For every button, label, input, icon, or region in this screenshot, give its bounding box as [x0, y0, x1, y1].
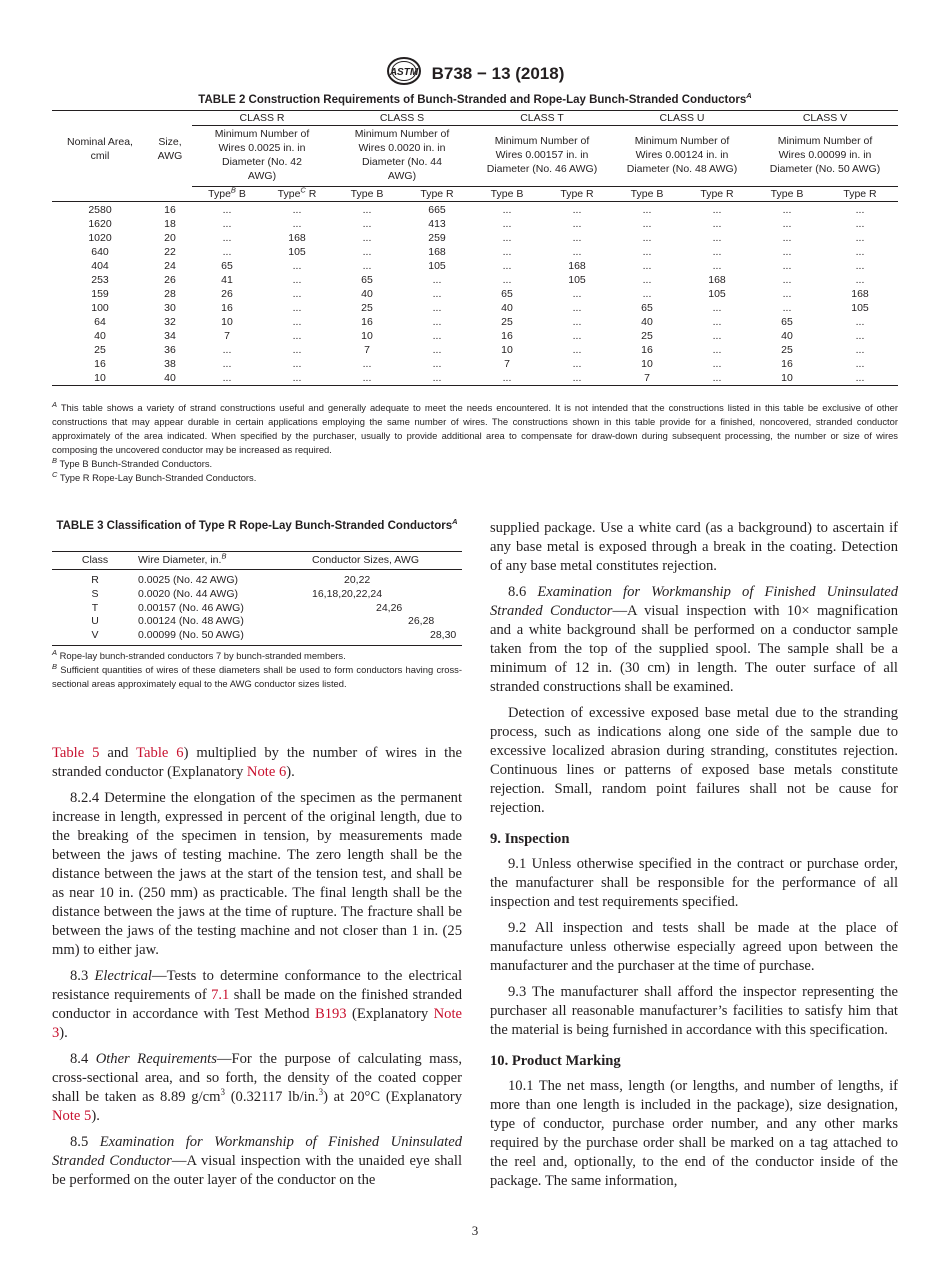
table-row	[52, 315, 898, 329]
cell-wire-count: ...	[855, 218, 865, 230]
cell-wire-count: 65	[641, 302, 653, 314]
left-column	[52, 744, 462, 1197]
cell-size: 28	[164, 288, 176, 300]
cell-wire-count: ...	[572, 330, 582, 342]
cell-wire-count: ...	[362, 204, 372, 216]
cell-wire-count: ...	[782, 260, 792, 272]
cell-wire-count: 16	[501, 330, 513, 342]
cell-wire-count: ...	[402, 371, 472, 386]
cell-wire-count: 7	[364, 344, 370, 356]
cell-wire-count: ...	[855, 274, 865, 286]
cell-wire-count: ...	[292, 218, 302, 230]
cell-wire-count: ...	[572, 204, 582, 216]
cell-wire-count: 65	[781, 316, 793, 328]
standard-designation: B738 − 13 (2018)	[431, 63, 565, 83]
cell-wire-count: ...	[432, 274, 442, 286]
cell-wire-count: 41	[221, 274, 233, 286]
cell-wire-count: ...	[642, 232, 652, 244]
cell-wire-count: ...	[222, 246, 232, 258]
cell-nominal-area: 64	[94, 316, 106, 328]
footnote: $^B$ Type B Bunch-Stranded Conductors.	[52, 455, 213, 469]
cell-wire-count: ...	[292, 358, 302, 370]
cell-wire-count: ...	[712, 232, 722, 244]
table-row: S 0.0020 (No. 44 AWG) 16,18,20,22,24	[91, 587, 383, 600]
table-row	[52, 202, 898, 218]
col-size-awg: Size, AWG	[148, 111, 192, 187]
paragraph: supplied package. Use a white card (as a background) to ascertain if any base metal is exposed through a break in the coating. Detection of any base metal constitutes rejection.	[490, 520, 898, 574]
type-r-header: Type R	[682, 187, 752, 202]
cell-wire-count: ...	[292, 260, 302, 272]
cell-size: 20	[164, 232, 176, 244]
footnote: $^B$ Sufficient quantities of wires of these diameters shall be used to form conductors having cross-sectional areas approximately equal to the AWG conductor sizes listed.	[52, 661, 462, 689]
astm-logo-icon	[386, 56, 422, 91]
cell-wire-count: ...	[332, 371, 402, 386]
table2-footnotes	[52, 401, 898, 485]
cell-wire-count: ...	[572, 218, 582, 230]
note3-link[interactable]: Note 3	[52, 1006, 462, 1041]
cell-wire-count: ...	[362, 232, 372, 244]
cell-wire-count: 40	[641, 316, 653, 328]
cell-wire-count: ...	[855, 260, 865, 272]
cell-wire-count: 65	[361, 274, 373, 286]
cell-wire-count: ...	[362, 260, 372, 272]
cell-wire-count: ...	[572, 302, 582, 314]
cell-nominal-area: 159	[91, 288, 109, 300]
paragraph-10-1: 10.1 The net mass, length (or lengths, and number of lengths, if more than one length is included in the package), size designation, type of conductor, purchase order number, and any other marks required by the purchase order shall be marked on a tag attached to the reel and, optionally, to the end of the conductor inside of the package. The same information,	[490, 1078, 898, 1189]
cell-wire-count: ...	[572, 232, 582, 244]
cell-nominal-area: 1020	[88, 232, 112, 244]
cell-wire-count: ...	[712, 358, 722, 370]
cell-wire-count: ...	[502, 260, 512, 272]
cell-size: 36	[164, 344, 176, 356]
cell-wire-count: ...	[572, 344, 582, 356]
cell-wire-count: 168	[851, 288, 869, 300]
paragraph: Detection of excessive exposed base metal due to the stranding process, such as indications along one side of the sample due to excessive localized abrasion during stranding, constitutes rejection. Continuous lines or patterns of exposed base metals constitute rejection. Small, random point failures shall not be cause for rejection.	[490, 705, 898, 816]
cell-wire-count: ...	[782, 288, 792, 300]
cell-wire-count: ...	[855, 330, 865, 342]
cell-wire-count: ...	[362, 218, 372, 230]
class-header: CLASS S	[332, 111, 472, 126]
cell-wire-count: ...	[712, 204, 722, 216]
paragraph-8-4: 8.4 Other Requirements—For the purpose of calculating mass, cross-sectional area, and so forth, the density of the coated copper shall be taken as 8.89 $g/cm^3$ (0.32117 lb/in.$^3$) at 20°C (Explanatory Note 5).	[52, 1051, 463, 1124]
svg-text:ASTM: ASTM	[389, 67, 418, 78]
table5-link[interactable]: Table 5	[52, 745, 100, 761]
cell-wire-count: ...	[502, 232, 512, 244]
cell-nominal-area: 25	[94, 344, 106, 356]
cell-wire-count: 40	[361, 288, 373, 300]
table-row	[52, 273, 898, 287]
cell-size: 22	[164, 246, 176, 258]
paragraph-9-2: 9.2 All inspection and tests shall be made at the place of manufacture unless otherwise especially agreed upon between the manufacturer and the purchaser at the time of purchase.	[490, 920, 898, 974]
class-description: Minimum Number of Wires 0.0020 in. in Diameter (No. 44 AWG)	[332, 126, 472, 187]
cell-wire-count: ...	[642, 274, 652, 286]
cell-wire-count: ...	[712, 246, 722, 258]
cell-wire-count: 413	[428, 218, 446, 230]
cell-wire-count: ...	[502, 246, 512, 258]
table-row: R 0.0025 (No. 42 AWG) 20,22	[91, 574, 371, 586]
cell-wire-count: 40	[781, 330, 793, 342]
table-row: U 0.00124 (No. 48 AWG) 26,28	[91, 615, 435, 628]
type-r-header: Type R	[822, 187, 898, 202]
type-b-header: Type B	[752, 187, 822, 202]
paragraph-8-5: 8.5 Examination for Workmanship of Finished Uninsulated Stranded Conductor—A visual inspection with the unaided eye shall be performed on the outer layer of the conductor on the	[52, 1134, 463, 1188]
cell-wire-count: 65	[501, 288, 513, 300]
cell-wire-count: ...	[855, 204, 865, 216]
cell-wire-count: ...	[222, 358, 232, 370]
cell-wire-count: ...	[712, 330, 722, 342]
class-description: Minimum Number of Wires 0.00099 in. in Diameter (No. 50 AWG)	[752, 126, 898, 187]
cell-wire-count: 665	[428, 204, 446, 216]
note5-link[interactable]: Note 5	[52, 1108, 92, 1124]
footnote: $^C$ Type R Rope-Lay Bunch-Stranded Conductors.	[52, 469, 257, 483]
cell-wire-count: 105	[708, 288, 726, 300]
paragraph: Table 5 and Table 6) multiplied by the number of wires in the stranded conductor (Explanatory Note 6).	[52, 745, 462, 780]
cell-wire-count: 105	[428, 260, 446, 272]
table-row	[52, 343, 898, 357]
cell-size: 24	[164, 260, 176, 272]
cell-wire-count: ...	[472, 371, 542, 386]
cell-nominal-area: 2580	[88, 204, 112, 216]
cell-wire-count: ...	[432, 288, 442, 300]
cell-wire-count: ...	[192, 371, 262, 386]
cell-wire-count: 168	[428, 246, 446, 258]
cell-wire-count: 25	[781, 344, 793, 356]
cell-size: 34	[164, 330, 176, 342]
class-header: CLASS R	[192, 111, 332, 126]
cell-wire-count: ...	[712, 344, 722, 356]
b193-link[interactable]: B193	[314, 1006, 347, 1022]
cell-nominal-area: 404	[91, 260, 109, 272]
cell-wire-count: 168	[568, 260, 586, 272]
cell-nominal-area: 100	[91, 302, 109, 314]
section-heading-inspection: 9. Inspection	[490, 831, 570, 847]
cell-size: 16	[164, 204, 176, 216]
cell-wire-count: 16	[361, 316, 373, 328]
col-nominal-area: Nominal Area, cmil	[52, 111, 148, 187]
class-description: Minimum Number of Wires 0.00157 in. in Diameter (No. 46 AWG)	[472, 126, 612, 187]
cell-wire-count: 10	[221, 316, 233, 328]
cell-wire-count: ...	[855, 232, 865, 244]
cell-size: 38	[164, 358, 176, 370]
col-wire-diameter: Wire Diameter, in.$^B$	[138, 552, 284, 570]
cell-wire-count: ...	[855, 358, 865, 370]
cell-wire-count: ...	[712, 260, 722, 272]
table-row	[52, 301, 898, 315]
right-column	[490, 519, 898, 1198]
cell-size: 26	[164, 274, 176, 286]
cell-wire-count: ...	[222, 218, 232, 230]
cell-wire-count: 40	[501, 302, 513, 314]
section-7-1-link[interactable]: 7.1	[211, 987, 230, 1003]
cell-wire-count: ...	[222, 204, 232, 216]
cell-wire-count: ...	[822, 371, 898, 386]
page-number: 3	[471, 1223, 479, 1238]
class-header: CLASS T	[472, 111, 612, 126]
col-conductor-sizes: Conductor Sizes, AWG	[284, 552, 462, 570]
table-row	[52, 245, 898, 259]
cell-wire-count: ...	[292, 288, 302, 300]
cell-wire-count: ...	[642, 218, 652, 230]
type-b-header: Type B	[612, 187, 682, 202]
cell-wire-count: ...	[572, 358, 582, 370]
cell-wire-count: 16	[221, 302, 233, 314]
cell-wire-count: 25	[361, 302, 373, 314]
cell-wire-count: ...	[712, 302, 722, 314]
class-header: CLASS V	[752, 111, 898, 126]
cell-wire-count: ...	[222, 232, 232, 244]
cell-wire-count: 105	[851, 302, 869, 314]
cell-wire-count: ...	[502, 204, 512, 216]
cell-nominal-area: 640	[91, 246, 109, 258]
cell-wire-count: ...	[782, 232, 792, 244]
type-r-header: Type$^C$ R	[262, 187, 332, 202]
cell-wire-count: 7	[612, 371, 682, 386]
cell-wire-count: ...	[362, 358, 372, 370]
table-row	[52, 287, 898, 301]
cell-wire-count: ...	[782, 246, 792, 258]
cell-wire-count: ...	[432, 344, 442, 356]
page-header	[0, 56, 950, 91]
cell-wire-count: 10	[361, 330, 373, 342]
cell-size: 40	[148, 371, 192, 386]
cell-size: 32	[164, 316, 176, 328]
table6-link[interactable]: Table 6	[136, 745, 184, 761]
cell-wire-count: 16	[641, 344, 653, 356]
class-header: CLASS U	[612, 111, 752, 126]
paragraph-8-3: 8.3 Electrical—Tests to determine conformance to the electrical resistance requirements of 7.1 shall be made on the finished stranded conductor in accordance with Test Method B193 (Explanatory Note 3).	[52, 968, 462, 1041]
class-description: Minimum Number of Wires 0.0025 in. in Diameter (No. 42 AWG)	[192, 126, 332, 187]
class-description: Minimum Number of Wires 0.00124 in. in Diameter (No. 48 AWG)	[612, 126, 752, 187]
table2-caption: TABLE 2 Construction Requirements of Bunch-Stranded and Rope-Lay Bunch-Stranded Conductors$^A$	[198, 91, 752, 106]
cell-wire-count: ...	[432, 302, 442, 314]
cell-wire-count: 10	[501, 344, 513, 356]
type-b-header: Type$^B$ B	[192, 187, 262, 202]
cell-wire-count: ...	[432, 358, 442, 370]
cell-nominal-area: 16	[94, 358, 106, 370]
empty-cell	[148, 187, 192, 202]
table3	[52, 551, 462, 646]
table-row	[52, 329, 898, 343]
paragraph-9-1: 9.1 Unless otherwise specified in the contract or purchase order, the manufacturer shall be responsible for the performance of all inspection and test requirements specified.	[490, 856, 898, 910]
note6-link[interactable]: Note 6	[246, 764, 287, 780]
cell-wire-count: ...	[292, 316, 302, 328]
cell-wire-count: ...	[782, 274, 792, 286]
cell-wire-count: ...	[855, 344, 865, 356]
cell-wire-count: ...	[782, 204, 792, 216]
cell-wire-count: ...	[222, 344, 232, 356]
cell-wire-count: ...	[642, 260, 652, 272]
empty-cell	[52, 187, 148, 202]
cell-wire-count: ...	[432, 330, 442, 342]
paragraph-8-6: 8.6 Examination for Workmanship of Finished Uninsulated Stranded Conductor—A visual inspection with 10× magnification and a white background shall be performed on a conductor sample taken from the top of the supplied spool. The sample shall be a minimum of 12 in. (30 cm) in length. The outer surface of all stranded constructions shall be examined.	[490, 584, 899, 695]
footnote: $^A$ This table shows a variety of strand constructions useful and generally adequate to meet the needs encountered. It is not intended that the constructions listed in this table be exclusive of other constructions that may appear durable in certain applications employing the same number of wires. The constructions shown in this table provide for a finished, noncovered, stranded conductor approximately of the area indicated. When specified by the purchaser, usually to provide additional area to compensate for draw-down during subsequent processing, the number or size of wires composing the uncovered conductor may be increased as required.	[52, 399, 898, 455]
table2	[52, 110, 898, 386]
cell-wire-count: ...	[572, 246, 582, 258]
cell-nominal-area: 253	[91, 274, 109, 286]
cell-wire-count: 168	[288, 232, 306, 244]
cell-wire-count: 25	[501, 316, 513, 328]
cell-wire-count: ...	[292, 302, 302, 314]
cell-wire-count: ...	[292, 204, 302, 216]
cell-wire-count: ...	[502, 274, 512, 286]
cell-wire-count: ...	[362, 246, 372, 258]
type-b-header: Type B	[332, 187, 402, 202]
cell-wire-count: 105	[288, 246, 306, 258]
cell-wire-count: ...	[642, 204, 652, 216]
cell-wire-count: ...	[855, 316, 865, 328]
cell-size: 30	[164, 302, 176, 314]
table-row	[52, 259, 898, 273]
table3-footnotes	[52, 649, 462, 691]
cell-wire-count: ...	[292, 330, 302, 342]
table-row	[52, 217, 898, 231]
cell-wire-count: 105	[568, 274, 586, 286]
cell-wire-count: 259	[428, 232, 446, 244]
cell-size: 18	[164, 218, 176, 230]
footnote: $^A$ Rope-lay bunch-stranded conductors 7 by bunch-stranded members.	[52, 647, 346, 661]
cell-wire-count: 25	[641, 330, 653, 342]
cell-wire-count: 7	[504, 358, 510, 370]
cell-nominal-area: 40	[94, 330, 106, 342]
paragraph-8-2-4: 8.2.4 Determine the elongation of the specimen as the permanent increase in length, expressed in percent of the original length, due to the breaking of the specimen in tension, by measurements made between the jaws of testing machine. The zero length shall be the distance between the jaws at the start of the tension test, and shall be as near 10 in. (250 mm) as practicable. The final length shall be the distance between the jaws at the time of rupture. The fracture shall be between the jaws of the testing machine and not closer than 1 in. (25 mm) to either jaw.	[52, 790, 462, 958]
cell-wire-count: 26	[221, 288, 233, 300]
cell-wire-count: ...	[712, 316, 722, 328]
cell-wire-count: ...	[572, 288, 582, 300]
cell-wire-count: ...	[292, 344, 302, 356]
section-heading-product-marking: 10. Product Marking	[490, 1053, 621, 1069]
table-row	[52, 357, 898, 371]
cell-wire-count: ...	[502, 218, 512, 230]
cell-wire-count: 168	[708, 274, 726, 286]
cell-wire-count: 16	[781, 358, 793, 370]
paragraph-9-3: 9.3 The manufacturer shall afford the inspector representing the purchaser all reasonable manufacturer’s facilities to satisfy him that the material is being furnished in accordance with this specification.	[490, 984, 898, 1038]
table-row	[52, 371, 898, 386]
cell-wire-count: 7	[224, 330, 230, 342]
table-row: V 0.00099 (No. 50 AWG) 28,30	[52, 629, 462, 645]
cell-wire-count: ...	[682, 371, 752, 386]
cell-wire-count: ...	[432, 316, 442, 328]
cell-wire-count: ...	[262, 371, 332, 386]
cell-wire-count: ...	[712, 218, 722, 230]
cell-wire-count: ...	[572, 316, 582, 328]
table3-caption: TABLE 3 Classification of Type R Rope-Lay Bunch-Stranded Conductors$^A$	[56, 517, 458, 532]
cell-wire-count: 65	[221, 260, 233, 272]
col-class: Class	[52, 552, 138, 570]
cell-wire-count: ...	[292, 274, 302, 286]
cell-wire-count: ...	[782, 302, 792, 314]
table-row	[52, 231, 898, 245]
cell-wire-count: ...	[855, 246, 865, 258]
type-r-header: Type R	[402, 187, 472, 202]
cell-nominal-area: 10	[52, 371, 148, 386]
cell-wire-count: ...	[782, 218, 792, 230]
type-b-header: Type B	[472, 187, 542, 202]
cell-wire-count: 10	[752, 371, 822, 386]
cell-wire-count: ...	[642, 246, 652, 258]
cell-wire-count: 10	[641, 358, 653, 370]
cell-nominal-area: 1620	[88, 218, 112, 230]
cell-wire-count: ...	[542, 371, 612, 386]
type-r-header: Type R	[542, 187, 612, 202]
cell-wire-count: ...	[642, 288, 652, 300]
table-row: T 0.00157 (No. 46 AWG) 24,26	[91, 601, 403, 614]
